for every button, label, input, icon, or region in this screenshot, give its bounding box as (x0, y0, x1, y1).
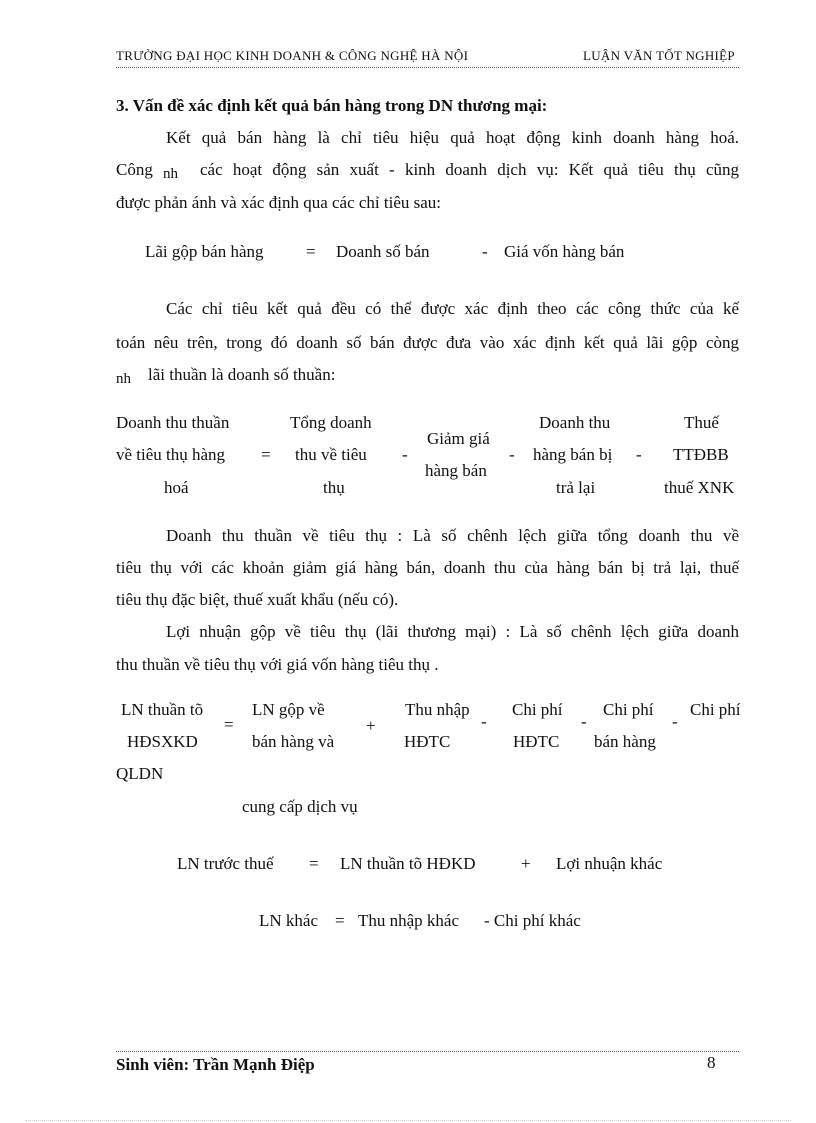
formula5-equals: = (335, 911, 345, 930)
formula2-minus2: - (509, 445, 515, 464)
para4-line2: thu thuần về tiêu thụ với giá vốn hàng tiêu thụ . (116, 655, 439, 674)
formula3-t4-line2: bán hàng (594, 732, 656, 751)
formula4-term1: LN thuần tõ HĐKD (340, 854, 476, 873)
page-number: 8 (707, 1053, 716, 1072)
formula2-t3-line2: hàng bán bị (533, 445, 613, 464)
page-bottom-edge (25, 1120, 791, 1121)
formula2-lhs-line3: hoá (164, 478, 189, 497)
formula3-lhs-line1: LN thuần tõ (121, 700, 204, 719)
formula1-equals: = (306, 242, 316, 261)
para2-line3-nh: nh (116, 371, 131, 387)
formula2-t2-line2: hàng bán (425, 461, 487, 480)
para3-line1: Doanh thu thuần về tiêu thụ : Là số chênh lệch giữa tổng doanh thu về (166, 526, 739, 545)
formula3-t1-line1: LN gộp về (252, 700, 325, 719)
formula2-minus1: - (402, 445, 408, 464)
formula3-t3-line2: HĐTC (513, 732, 560, 751)
formula2-t1-line3: thụ (323, 478, 345, 497)
formula5-lhs: LN khác (259, 911, 319, 930)
formula3-t3-line1: Chi phí (512, 700, 563, 719)
formula3-t2-line2: HĐTC (404, 732, 451, 751)
para2-line3: lãi thuần là doanh số thuần: (148, 365, 336, 384)
formula2-t3-line1: Doanh thu (539, 413, 611, 432)
para1-line3: được phản ánh và xác định qua các chỉ tiêu sau: (116, 193, 442, 212)
footer-divider (116, 1051, 739, 1052)
formula3-tail: QLDN (116, 764, 164, 783)
formula1-term2: Giá vốn hàng bán (504, 242, 625, 261)
formula3-minus2: - (581, 712, 587, 731)
header-divider (116, 67, 739, 68)
formula4-lhs: LN trước thuế (177, 854, 274, 873)
formula2-lhs-line1: Doanh thu thuần (116, 413, 230, 432)
para3-line3: tiêu thụ đặc biệt, thuế xuất khẩu (nếu có). (116, 590, 399, 609)
formula2-t3-line3: trả lại (556, 478, 596, 497)
para2-line2: toán nêu trên, trong đó doanh số bán được đưa vào xác định kết quả lãi gộp còng (116, 333, 739, 352)
formula2-equals: = (261, 445, 271, 464)
formula3-equals: = (224, 715, 234, 734)
formula2-t1-line2: thu về tiêu (295, 445, 367, 464)
formula4-equals: = (309, 854, 319, 873)
formula1-minus: - (482, 242, 488, 261)
formula3-lhs-line2: HĐSXKD (127, 732, 198, 751)
formula3-plus: + (366, 716, 376, 735)
formula3-t1-line2: bán hàng và (252, 732, 335, 751)
formula5-term2: - Chi phí khác (484, 911, 581, 930)
formula3-t4-line1: Chi phí (603, 700, 654, 719)
para1-line2-rest: các hoạt động sản xuất - kinh doanh dịch vụ: Kết quả tiêu thụ cũng (200, 160, 739, 179)
formula5-term1: Thu nhập khác (358, 911, 460, 930)
para2-line1: Các chỉ tiêu kết quả đều có thể được xác định theo các công thức của kế (166, 299, 739, 318)
formula3-minus1: - (481, 712, 487, 731)
header-thesis-label: LUẬN VĂN TỐT NGHIỆP (583, 48, 735, 63)
para1-line2-nh: nh (163, 166, 178, 182)
para3-line2: tiêu thụ với các khoản giảm giá hàng bán, doanh thu của hàng bán bị trả lại, thuế (116, 558, 739, 577)
formula1-term1: Doanh số bán (336, 242, 430, 261)
formula3-minus3: - (672, 712, 678, 731)
para4-line1: Lợi nhuận gộp về tiêu thụ (lãi thương mại) : Là số chênh lệch giữa doanh (166, 622, 739, 641)
formula4-term2: Lợi nhuận khác (556, 854, 663, 873)
formula2-t1-line1: Tổng doanh (290, 413, 372, 432)
para1-line1: Kết quả bán hàng là chỉ tiêu hiệu quả hoạt động kinh doanh hàng hoá. (166, 128, 739, 147)
formula2-lhs-line2: về tiêu thụ hàng (116, 445, 226, 464)
formula1-lhs: Lãi gộp bán hàng (145, 242, 264, 261)
formula3-t2-line1: Thu nhập (405, 700, 470, 719)
footer-student-name: Sinh viên: Trần Mạnh Điệp (116, 1055, 315, 1074)
formula2-t2-line1: Giảm giá (427, 429, 490, 448)
formula2-minus3: - (636, 445, 642, 464)
section-heading: 3. Vấn đề xác định kết quả bán hàng trong DN thương mại: (116, 96, 548, 115)
formula4-plus: + (521, 854, 531, 873)
formula2-t4-line3: thuế XNK (664, 478, 735, 497)
formula2-t4-line2: TTĐBB (673, 445, 729, 464)
para1-line2-start: Công (116, 160, 153, 179)
header-school-name: TRƯỜNG ĐẠI HỌC KINH DOANH & CÔNG NGHỆ HÀ NỘI (116, 48, 469, 63)
formula3-t1-continuation: cung cấp dịch vụ (242, 797, 358, 816)
formula2-t4-line1: Thuế (684, 413, 719, 432)
formula3-t5: Chi phí (690, 700, 741, 719)
